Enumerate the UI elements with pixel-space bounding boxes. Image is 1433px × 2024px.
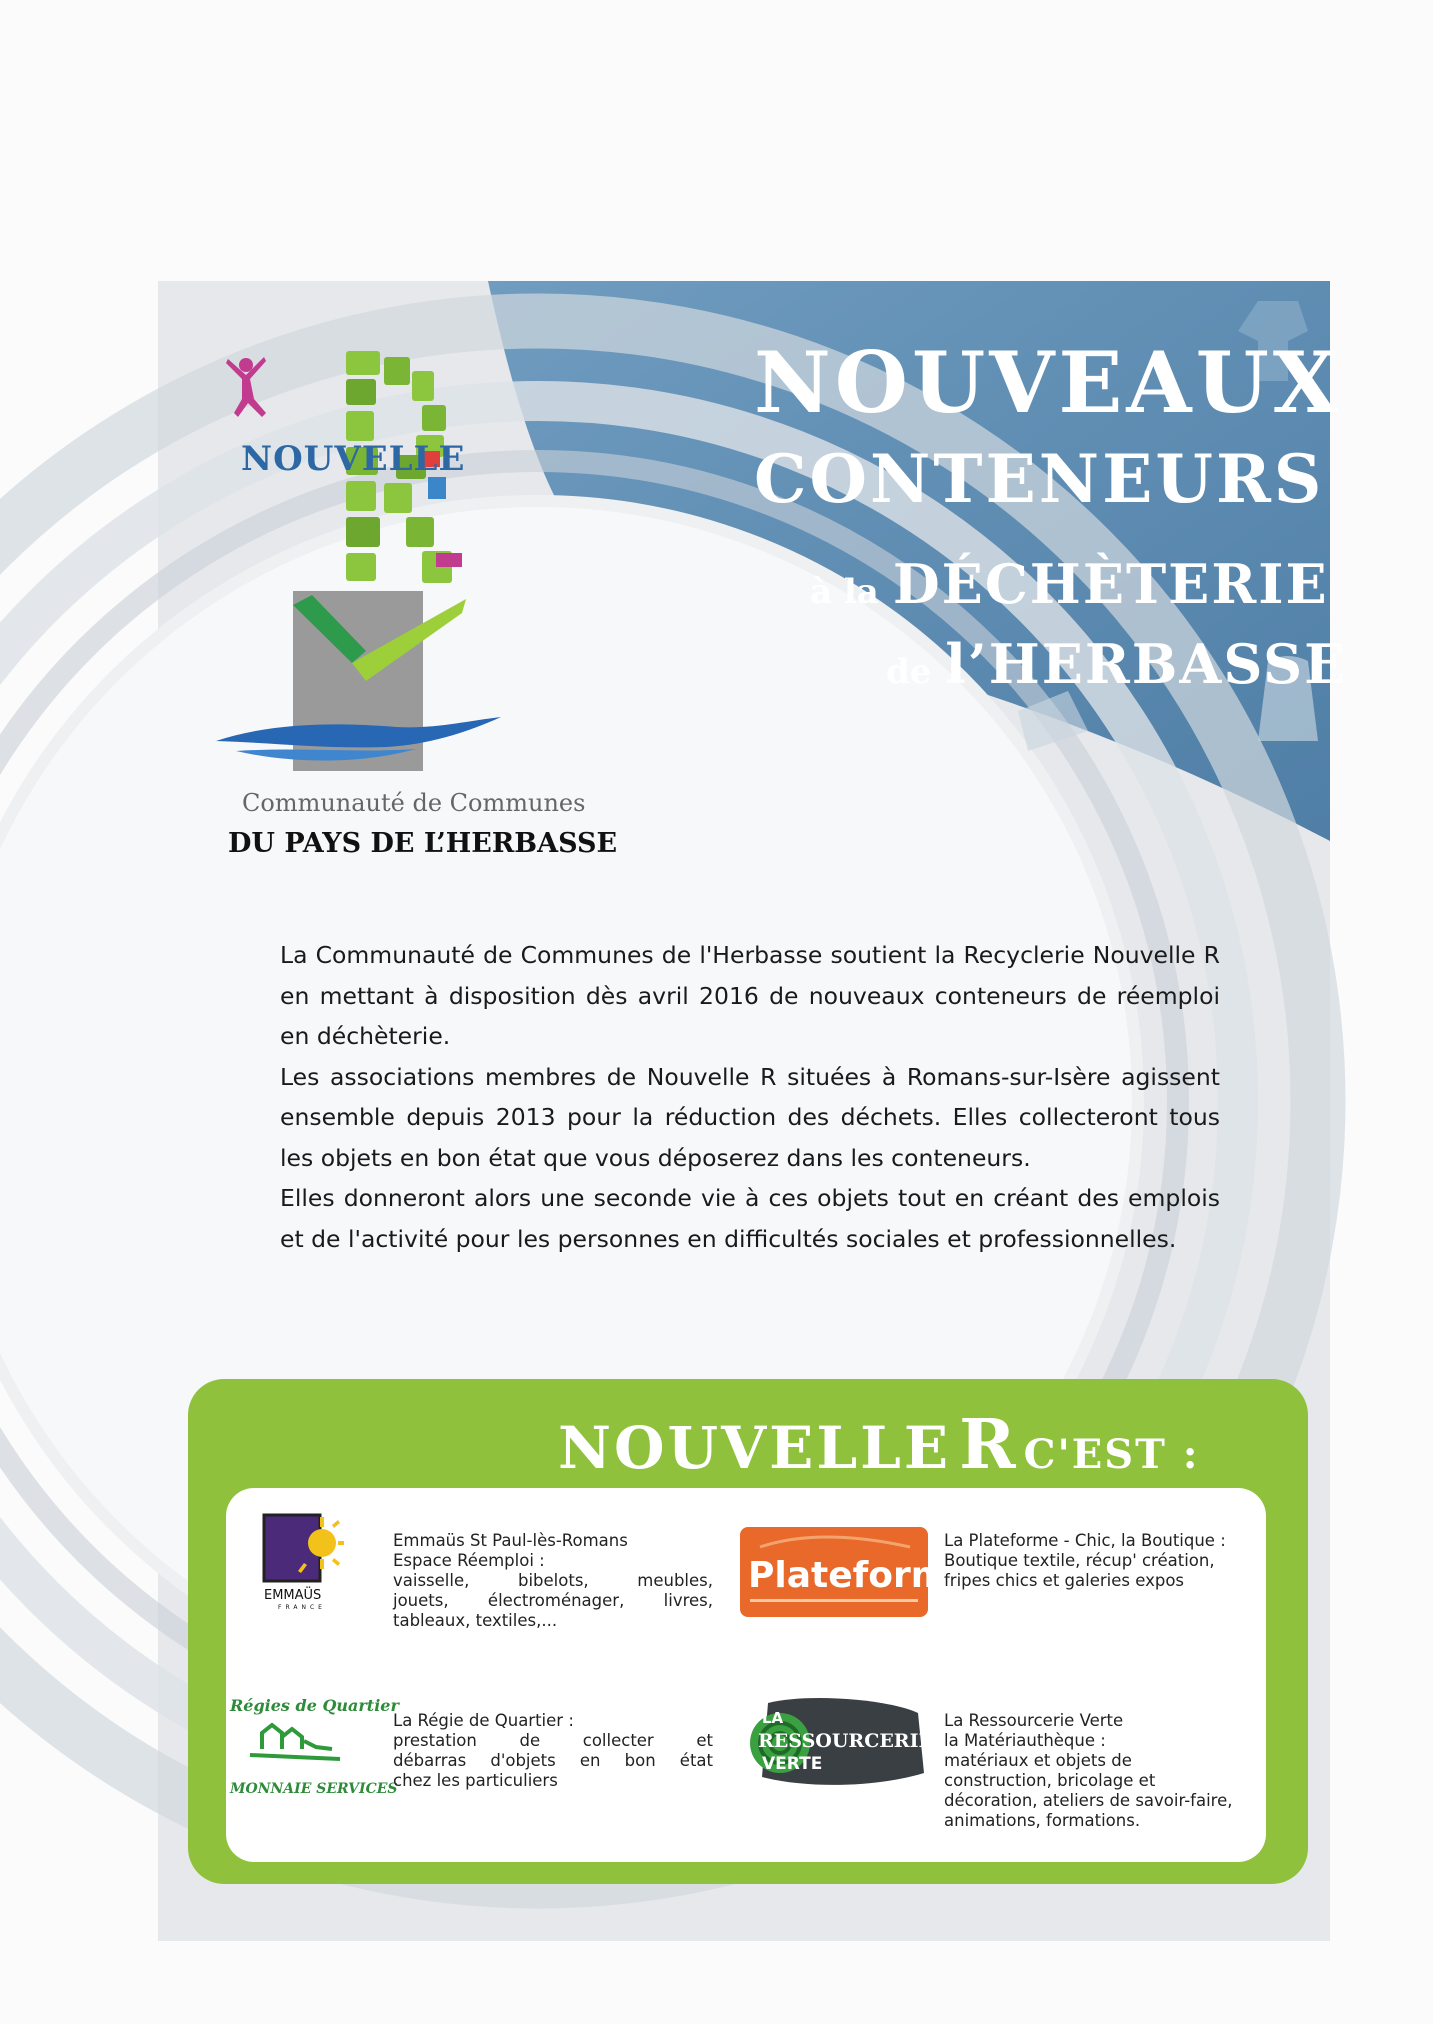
member-line: tableaux, textiles,... [393, 1611, 558, 1630]
member-line: Boutique textile, récup' création, [944, 1551, 1215, 1570]
headline-line3 [810, 552, 1329, 616]
member-line: La Ressourcerie Verte [944, 1711, 1124, 1730]
headline-line3-main: DÉCHÈTERIE [892, 552, 1329, 616]
headline-line4-prefix: de [886, 652, 932, 692]
body-paragraph: La Communauté de Communes de l'Herbasse soutient la Recyclerie Nouvelle R en mettant à disposition dès avril 2016 de nouveaux conteneurs de réemploi en déchèterie. [280, 941, 1220, 1050]
jumping-person-icon [226, 357, 266, 417]
member-line: animations, formations. [944, 1811, 1141, 1830]
headline-line2: CONTENEURS [754, 440, 1325, 518]
member-line: Espace Réemploi : [393, 1551, 545, 1570]
logo-nouvelle-text: NOUVELLE [241, 439, 466, 479]
section-title-b: R [959, 1405, 1016, 1485]
headline-line1: NOUVEAUX [754, 333, 1343, 432]
section-title [558, 1405, 1200, 1485]
emmaus-logo [264, 1513, 344, 1613]
flyer [158, 281, 1348, 1941]
emmaus-logo-text: EMMAÜS [264, 1588, 322, 1603]
regie-logo-text-top: Régies de Quartier [230, 1696, 399, 1715]
section-title-c: C'EST : [1023, 1431, 1200, 1478]
plateforme-logo [740, 1527, 973, 1619]
community-name: DU PAYS DE L’HERBASSE [228, 828, 618, 859]
member-line: prestation de collecter et [393, 1731, 713, 1750]
member-plateforme [944, 1531, 1274, 1591]
member-line: matériaux et objets de [944, 1751, 1132, 1770]
member-line: chez les particuliers [393, 1771, 558, 1790]
member-ressourcerie [944, 1711, 1284, 1831]
ressourcerie-logo-text-top: LA [762, 1709, 784, 1727]
member-regie [393, 1711, 713, 1791]
headline-line4-main: l’HERBASSE [945, 632, 1348, 696]
regie-logo-text-bottom: MONNAIE SERVICES [230, 1781, 398, 1797]
headline-line3-prefix: à la [810, 572, 879, 612]
member-line: La Plateforme - Chic, la Boutique : [944, 1531, 1226, 1550]
emmaus-logo-subtext: FRANCE [278, 1604, 326, 1611]
member-line: jouets, électroménager, livres, [393, 1591, 713, 1610]
member-line: débarras d'objets en bon état [393, 1751, 713, 1770]
headline-line4 [886, 632, 1348, 696]
section-title-a: NOUVELLE [558, 1414, 952, 1482]
ressourcerie-logo-text-bottom: VERTE [762, 1754, 823, 1774]
body-text [280, 935, 1220, 1259]
community-label: Communauté de Communes [242, 789, 586, 817]
body-paragraph: Elles donneront alors une seconde vie à ces objets tout en créant des emplois et de l'activité pour les personnes en difficultés sociales et professionnelles. [280, 1184, 1220, 1253]
ressourcerie-verte-logo [748, 1693, 933, 1793]
member-emmaus [393, 1531, 713, 1631]
member-line: la Matériauthèque : [944, 1731, 1106, 1750]
ressourcerie-logo-text-mid: RESSOURCERIE [758, 1730, 933, 1752]
houses-icon [250, 1725, 340, 1759]
member-line: fripes chics et galeries expos [944, 1571, 1185, 1590]
member-line: vaisselle, bibelots, meubles, [393, 1571, 713, 1590]
member-line: construction, bricolage et [944, 1771, 1156, 1790]
nouvelle-r-logo [216, 351, 476, 771]
plateforme-logo-text: Plateforme [748, 1555, 973, 1596]
regie-de-quartier-logo [220, 1693, 399, 1803]
member-line: Emmaüs St Paul-lès-Romans [393, 1531, 628, 1550]
member-line: La Régie de Quartier : [393, 1711, 574, 1730]
member-line: décoration, ateliers de savoir-faire, [944, 1791, 1233, 1810]
body-paragraph: Les associations membres de Nouvelle R situées à Romans-sur-Isère agissent ensemble depuis 2013 pour la réduction des déchets. Elles collecteront tous les objets en bon état que vous déposerez dans les conteneurs. [280, 1062, 1220, 1172]
